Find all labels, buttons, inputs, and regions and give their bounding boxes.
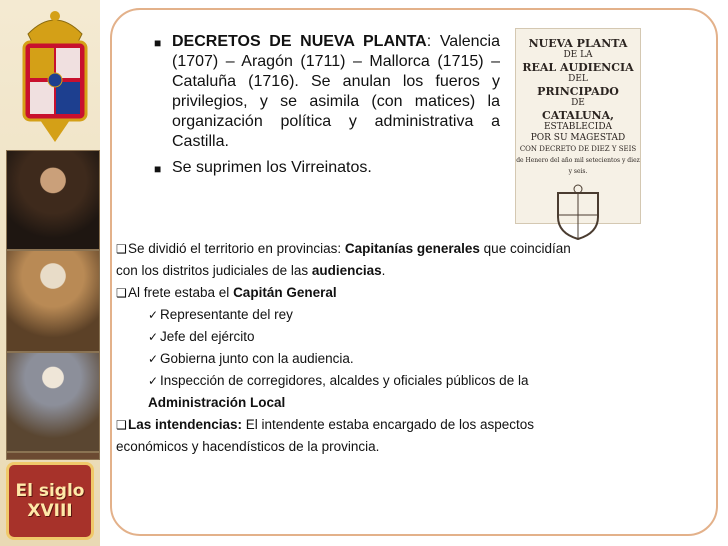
text: El intendente estaba encargado de los aspectos xyxy=(242,417,535,432)
paragraph-provincias-cont xyxy=(116,260,716,282)
bullet-colon: : xyxy=(426,33,432,50)
text-bold: audiencias xyxy=(311,263,382,278)
sub-item xyxy=(116,370,716,392)
doc-line: de Henero del año mil setecientos y diez y seis. xyxy=(516,157,640,175)
text: con los distritos judiciales de las xyxy=(116,263,312,278)
doc-line: POR SU MAGESTAD xyxy=(530,133,626,143)
royal-coat-of-arms xyxy=(18,6,92,146)
check-icon: ✓ xyxy=(148,374,159,388)
doc-line: CATALUNA, xyxy=(542,109,614,122)
bullet-text: Se suprimen los Virreinatos. xyxy=(172,159,372,176)
doc-line: DE LA xyxy=(563,50,593,60)
doc-line: PRINCIPADO xyxy=(537,85,619,98)
sub-item-cont xyxy=(116,392,716,414)
checkmark-bullet-icon: ❑ xyxy=(116,242,127,256)
text: . xyxy=(381,263,386,278)
bullet-decretos xyxy=(150,32,500,152)
text-bold: Las intendencias: xyxy=(128,417,243,432)
check-icon: ✓ xyxy=(148,308,159,322)
doc-crest-icon xyxy=(548,183,608,243)
text-bold: Capitán General xyxy=(233,285,337,300)
doc-line: DE xyxy=(571,98,585,108)
paragraph-capitan xyxy=(116,282,716,304)
bullet-virreinatos xyxy=(150,158,500,178)
text: Al frete estaba el xyxy=(128,285,234,300)
paragraph-intendencias-cont xyxy=(116,436,716,458)
text-bold: Administración Local xyxy=(148,395,286,410)
text: Jefe del ejército xyxy=(160,329,255,344)
paragraph-provincias xyxy=(116,238,716,260)
portrait-3 xyxy=(6,352,100,452)
sub-item xyxy=(116,348,716,370)
portrait-4 xyxy=(6,452,100,460)
paragraph-intendencias xyxy=(116,414,716,436)
text: Inspección de corregidores, alcaldes y oficiales públicos de la xyxy=(160,373,529,388)
top-bullets xyxy=(150,32,500,178)
check-icon: ✓ xyxy=(148,352,159,366)
doc-line: DEL xyxy=(568,74,588,84)
text: económicos y hacendísticos de la provincia. xyxy=(116,439,380,454)
sub-item xyxy=(116,304,716,326)
text: Gobierna junto con la audiencia. xyxy=(160,351,354,366)
text: que coincidían xyxy=(479,241,571,256)
bullet-title: DECRETOS DE NUEVA PLANTA xyxy=(172,33,427,50)
portrait-1 xyxy=(6,150,100,250)
checkmark-bullet-icon: ❑ xyxy=(116,286,127,300)
bullet-text: Valencia (1707) – Aragón (1711) – Mallorca (1715) – Cataluña (1716). Se anulan los fueros y privilegios, y se asimila (con matices) la organización política y administrativa a Castilla. xyxy=(172,33,500,150)
text: Se dividió el territorio en provincias: xyxy=(128,241,345,256)
era-badge-label: El siglo XVIII xyxy=(15,481,85,521)
text-bold: Capitanías generales xyxy=(344,241,480,256)
portrait-2 xyxy=(6,250,100,352)
text: Representante del rey xyxy=(160,307,293,322)
doc-line: ESTABLECIDA xyxy=(543,122,613,132)
doc-line: NUEVA PLANTA xyxy=(528,37,628,50)
doc-line: CON DECRETO DE DIEZ Y SEIS xyxy=(519,145,637,153)
doc-line: REAL AUDIENCIA xyxy=(522,61,634,74)
check-icon: ✓ xyxy=(148,330,159,344)
historical-document-image xyxy=(515,28,641,224)
checkmark-bullet-icon: ❑ xyxy=(116,418,127,432)
body-text xyxy=(116,238,716,458)
square-bullet-icon: ■ xyxy=(154,36,162,50)
sub-item xyxy=(116,326,716,348)
era-badge xyxy=(6,462,94,540)
square-bullet-icon: ■ xyxy=(154,162,162,176)
